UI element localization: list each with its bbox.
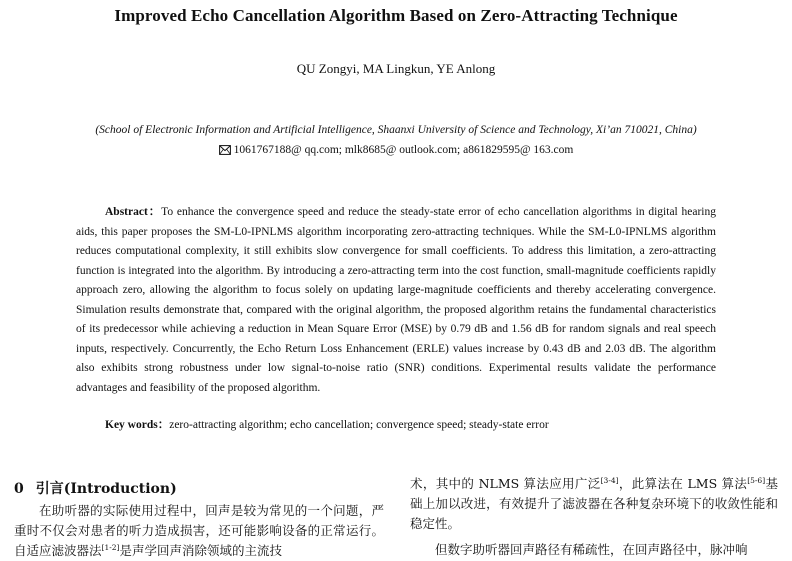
right-text-2: ，此算法在 LMS 算法 xyxy=(618,476,748,491)
keywords-label: Key words： xyxy=(105,419,170,431)
envelope-icon xyxy=(219,145,231,158)
email-addresses: 1061767188@ qq.com; mlk8685@ outlook.com; a861829595@ 163.com xyxy=(233,144,574,156)
affiliation: (School of Electronic Information and Artificial Intelligence, Shaanxi University of Science and Technology, Xi’an 710021, China) xyxy=(95,124,697,136)
continued-paragraph xyxy=(410,474,778,534)
intro-text-2: 是声学回声消除领域的主流技 xyxy=(119,543,282,558)
author-list: QU Zongyi, MA Lingkun, YE Anlong xyxy=(296,61,496,76)
citation-ref: [5-6] xyxy=(747,476,766,485)
email-line xyxy=(0,144,792,158)
keywords-text: zero-attracting algorithm; echo cancellation; convergence speed; steady-state error xyxy=(169,419,549,431)
paper-title: Improved Echo Cancellation Algorithm Based on Zero-Attracting Technique xyxy=(114,6,678,25)
citation-ref: [3-4] xyxy=(600,476,619,485)
intro-paragraph xyxy=(14,501,384,561)
section-title: 引言(Introduction) xyxy=(35,481,177,497)
left-column xyxy=(14,477,384,561)
right-text-3: 基础上加以改进，有效提升了滤波器在各种复杂环境下的收敛性能和稳定性。 xyxy=(410,476,778,531)
abstract-text: To enhance the convergence speed and reduce the steady-state error of echo cancellation algorithms in digital hearing aids, this paper proposes the SM-L0-IPNLMS algorithm incorporating zero-attracting techniques. While the SM-L0-IPNLMS algorithm reduces computational complexity, it still exhibits slow convergence for small coefficients. To address this limitation, a zero-attracting function is integrated into the algorithm. By introducing a zero-attracting term into the cost function, small-magnitude coefficients rapidly approach zero, allowing the algorithm to focus solely on updating large-magnitude coefficients and thereby accelerating convergence. Simulation results demonstrate that, compared with the original algorithm, the proposed algorithm retains the fundamental characteristics of its predecessor while achieving a reduction in Mean Square Error (MSE) by 0.79 dB and 1.56 dB for random signals and real speech inputs, respectively. Concurrently, the Echo Return Loss Enhancement (ERLE) values increase by 0.43 dB and 2.03 dB. The algorithm also exhibits strong robustness under low signal-to-noise ratio (SNR) conditions. Experimental results validate the performance advantages and feasibility of the proposed algorithm. xyxy=(76,206,716,394)
citation-ref: [1-2] xyxy=(101,543,120,552)
abstract xyxy=(76,203,716,398)
abstract-label: Abstract： xyxy=(105,206,162,218)
keywords xyxy=(105,416,725,436)
section-number: 0 xyxy=(14,481,24,497)
section-heading xyxy=(14,477,384,501)
next-paragraph: 但数字助听器回声路径有稀疏性，在回声路径中，脉冲响 xyxy=(435,542,748,557)
right-text-1: 术，其中的 NLMS 算法应用广泛 xyxy=(410,476,601,491)
right-column xyxy=(410,474,778,560)
intro-text-1: 在助听器的实际使用过程中，回声是较为常见的一个问题，严重时不仅会对患者的听力造成损害，还可能影响设备的正常运行。自适应滤波器法 xyxy=(14,503,384,558)
